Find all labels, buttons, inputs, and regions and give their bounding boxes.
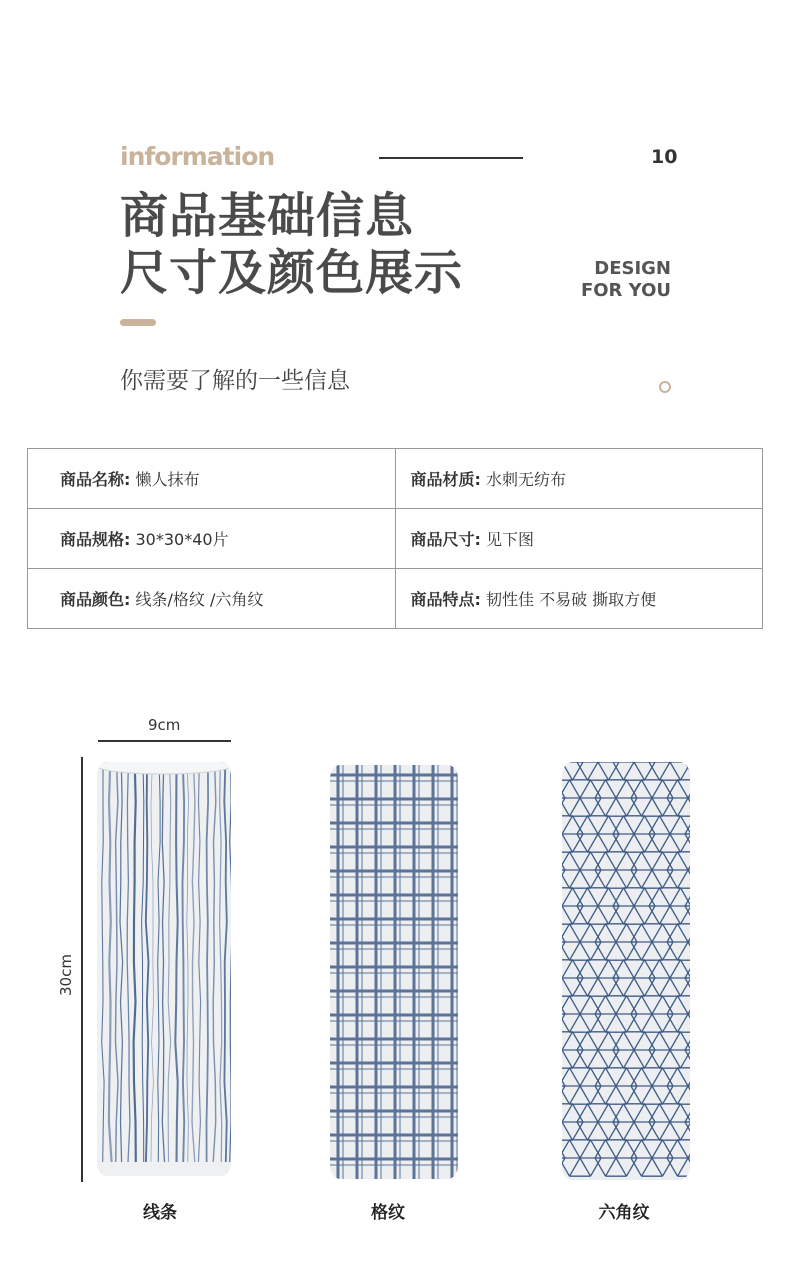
table-row bbox=[28, 449, 763, 509]
header-divider bbox=[379, 157, 523, 159]
circle-decoration-icon bbox=[659, 381, 671, 393]
table-cell bbox=[395, 509, 763, 569]
product-caption: 线条 bbox=[143, 1203, 177, 1223]
info-label: 商品特点: bbox=[410, 590, 481, 609]
info-value: 懒人抹布 bbox=[135, 470, 200, 489]
info-label: 商品规格: bbox=[60, 530, 131, 549]
table-cell bbox=[28, 569, 396, 629]
info-value: 见下图 bbox=[486, 530, 535, 549]
table-row bbox=[28, 569, 763, 629]
page-title-line2: 尺寸及颜色展示 bbox=[120, 245, 464, 301]
info-label: 商品材质: bbox=[410, 470, 481, 489]
info-label: 商品名称: bbox=[60, 470, 131, 489]
height-dimension-label: 30cm bbox=[57, 954, 75, 996]
design-slogan-line1: DESIGN bbox=[594, 258, 671, 279]
info-value: 线条/格纹 /六角纹 bbox=[135, 590, 264, 609]
info-label: 商品尺寸: bbox=[410, 530, 481, 549]
width-dimension-line bbox=[98, 740, 231, 742]
product-roll-hexagram bbox=[562, 762, 690, 1180]
design-slogan-line2: FOR YOU bbox=[580, 280, 671, 301]
product-info-table bbox=[27, 448, 763, 629]
height-dimension-line bbox=[81, 757, 83, 1182]
table-row bbox=[28, 509, 763, 569]
width-dimension-label: 9cm bbox=[148, 716, 181, 734]
table-cell bbox=[395, 449, 763, 509]
design-slogan bbox=[581, 258, 671, 302]
product-caption: 格纹 bbox=[371, 1203, 405, 1223]
info-value: 韧性佳 不易破 撕取方便 bbox=[486, 590, 657, 609]
table-cell bbox=[395, 569, 763, 629]
product-caption: 六角纹 bbox=[598, 1203, 650, 1223]
section-tag: information bbox=[120, 142, 275, 171]
page-title-line1: 商品基础信息 bbox=[120, 188, 415, 244]
product-roll-plaid bbox=[330, 765, 458, 1179]
accent-bar bbox=[120, 319, 156, 326]
info-value: 水刺无纺布 bbox=[486, 470, 567, 489]
info-label: 商品颜色: bbox=[60, 590, 131, 609]
page-number: 10 bbox=[651, 146, 678, 168]
info-value: 30*30*40片 bbox=[135, 530, 229, 549]
subtitle: 你需要了解的一些信息 bbox=[120, 368, 350, 394]
table-cell bbox=[28, 449, 396, 509]
table-cell bbox=[28, 509, 396, 569]
product-roll-stripes bbox=[97, 762, 231, 1176]
